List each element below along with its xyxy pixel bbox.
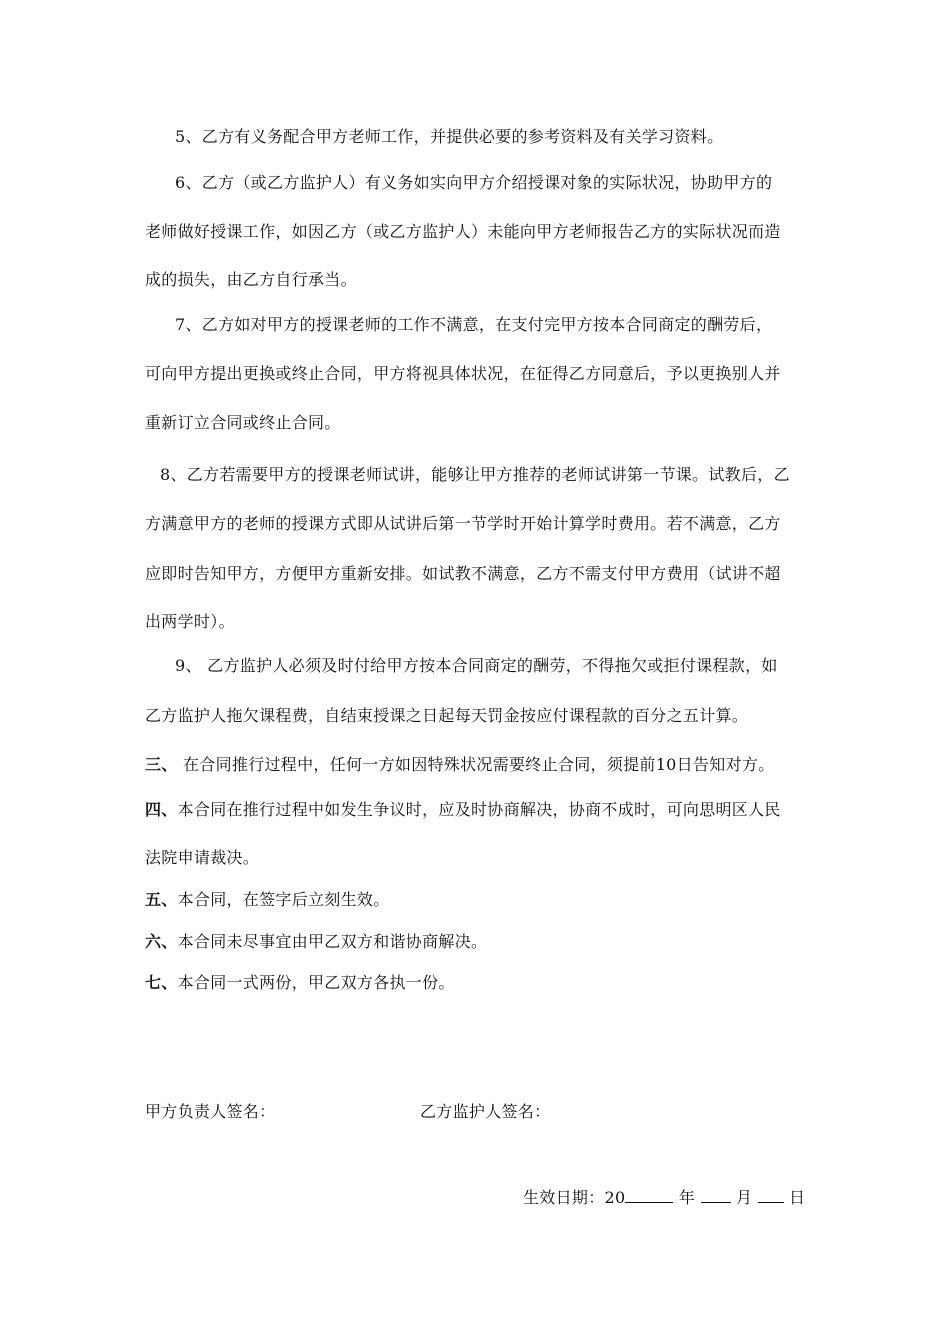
clause-5: 5、乙方有义务配合甲方老师工作，并提供必要的参考资料及有关学习资料。 (175, 127, 724, 146)
section-number: 七、 (145, 973, 178, 992)
section-text: 本合同在推行过程中如发生争议时，应及时协商解决，协商不成时，可向思明区人民 (177, 800, 781, 819)
section-number: 六、 (145, 932, 178, 951)
party-a-signature-label: 甲方负责人签名： (145, 1102, 276, 1121)
effective-date (523, 1188, 805, 1208)
section-number: 三、 (145, 755, 178, 774)
clause-6-line-2: 老师做好授课工作，如因乙方（或乙方监护人）未能向甲方老师报告乙方的实际状况而造 (145, 222, 781, 241)
section-7 (145, 973, 455, 993)
section-3 (145, 755, 774, 775)
section-number: 四、 (145, 800, 178, 819)
section-text: 在合同推行过程中，任何一方如因特殊状况需要终止合同，须提前10日告知对方。 (177, 755, 775, 774)
section-text: 本合同未尽事宜由甲乙双方和谐协商解决。 (177, 932, 488, 951)
party-b-signature-label: 乙方监护人签名： (420, 1102, 551, 1121)
section-text: 本合同一式两份，甲乙双方各执一份。 (177, 973, 455, 992)
section-5 (145, 890, 390, 910)
clause-8-line-4: 出两学时）。 (145, 612, 235, 631)
effective-date-label: 生效日期：20 (523, 1188, 626, 1207)
year-blank[interactable] (625, 1188, 673, 1203)
clause-9-line-1: 9、 乙方监护人必须及时付给甲方按本合同商定的酬劳，不得拖欠或拒付课程款，如 (175, 656, 778, 675)
section-4-continued: 法院申请裁决。 (145, 848, 260, 867)
section-number: 五、 (145, 890, 178, 909)
clause-6-line-3: 成的损失，由乙方自行承当。 (145, 270, 357, 289)
clause-7-line-1: 7、乙方如对甲方的授课老师的工作不满意，在支付完甲方按本合同商定的酬劳后， (175, 315, 773, 334)
clause-8-line-1: 8、乙方若需要甲方的授课老师试讲，能够让甲方推荐的老师试讲第一节课。试教后，乙 (160, 465, 790, 484)
day-label: 日 (789, 1188, 806, 1207)
section-text: 本合同，在签字后立刻生效。 (177, 890, 390, 909)
month-blank[interactable] (701, 1188, 731, 1203)
year-label: 年 (678, 1188, 696, 1207)
clause-8-line-2: 方满意甲方的老师的授课方式即从试讲后第一节学时开始计算学时费用。若不满意，乙方 (145, 514, 781, 533)
clause-7-line-2: 可向甲方提出更换或终止合同，甲方将视具体状况，在征得乙方同意后，予以更换别人并 (145, 364, 781, 383)
day-blank[interactable] (758, 1188, 784, 1203)
section-6 (145, 932, 487, 952)
clause-7-line-3: 重新订立合同或终止合同。 (145, 413, 341, 432)
section-4 (145, 800, 781, 820)
clause-8-line-3: 应即时告知甲方，方便甲方重新安排。如试教不满意，乙方不需支付甲方费用（试讲不超 (145, 564, 781, 583)
clause-6-line-1: 6、乙方（或乙方监护人）有义务如实向甲方介绍授课对象的实际状况，协助甲方的 (175, 173, 773, 192)
clause-9-line-2: 乙方监护人拖欠课程费，自结束授课之日起每天罚金按应付课程款的百分之五计算。 (145, 706, 749, 725)
month-label: 月 (735, 1188, 753, 1207)
